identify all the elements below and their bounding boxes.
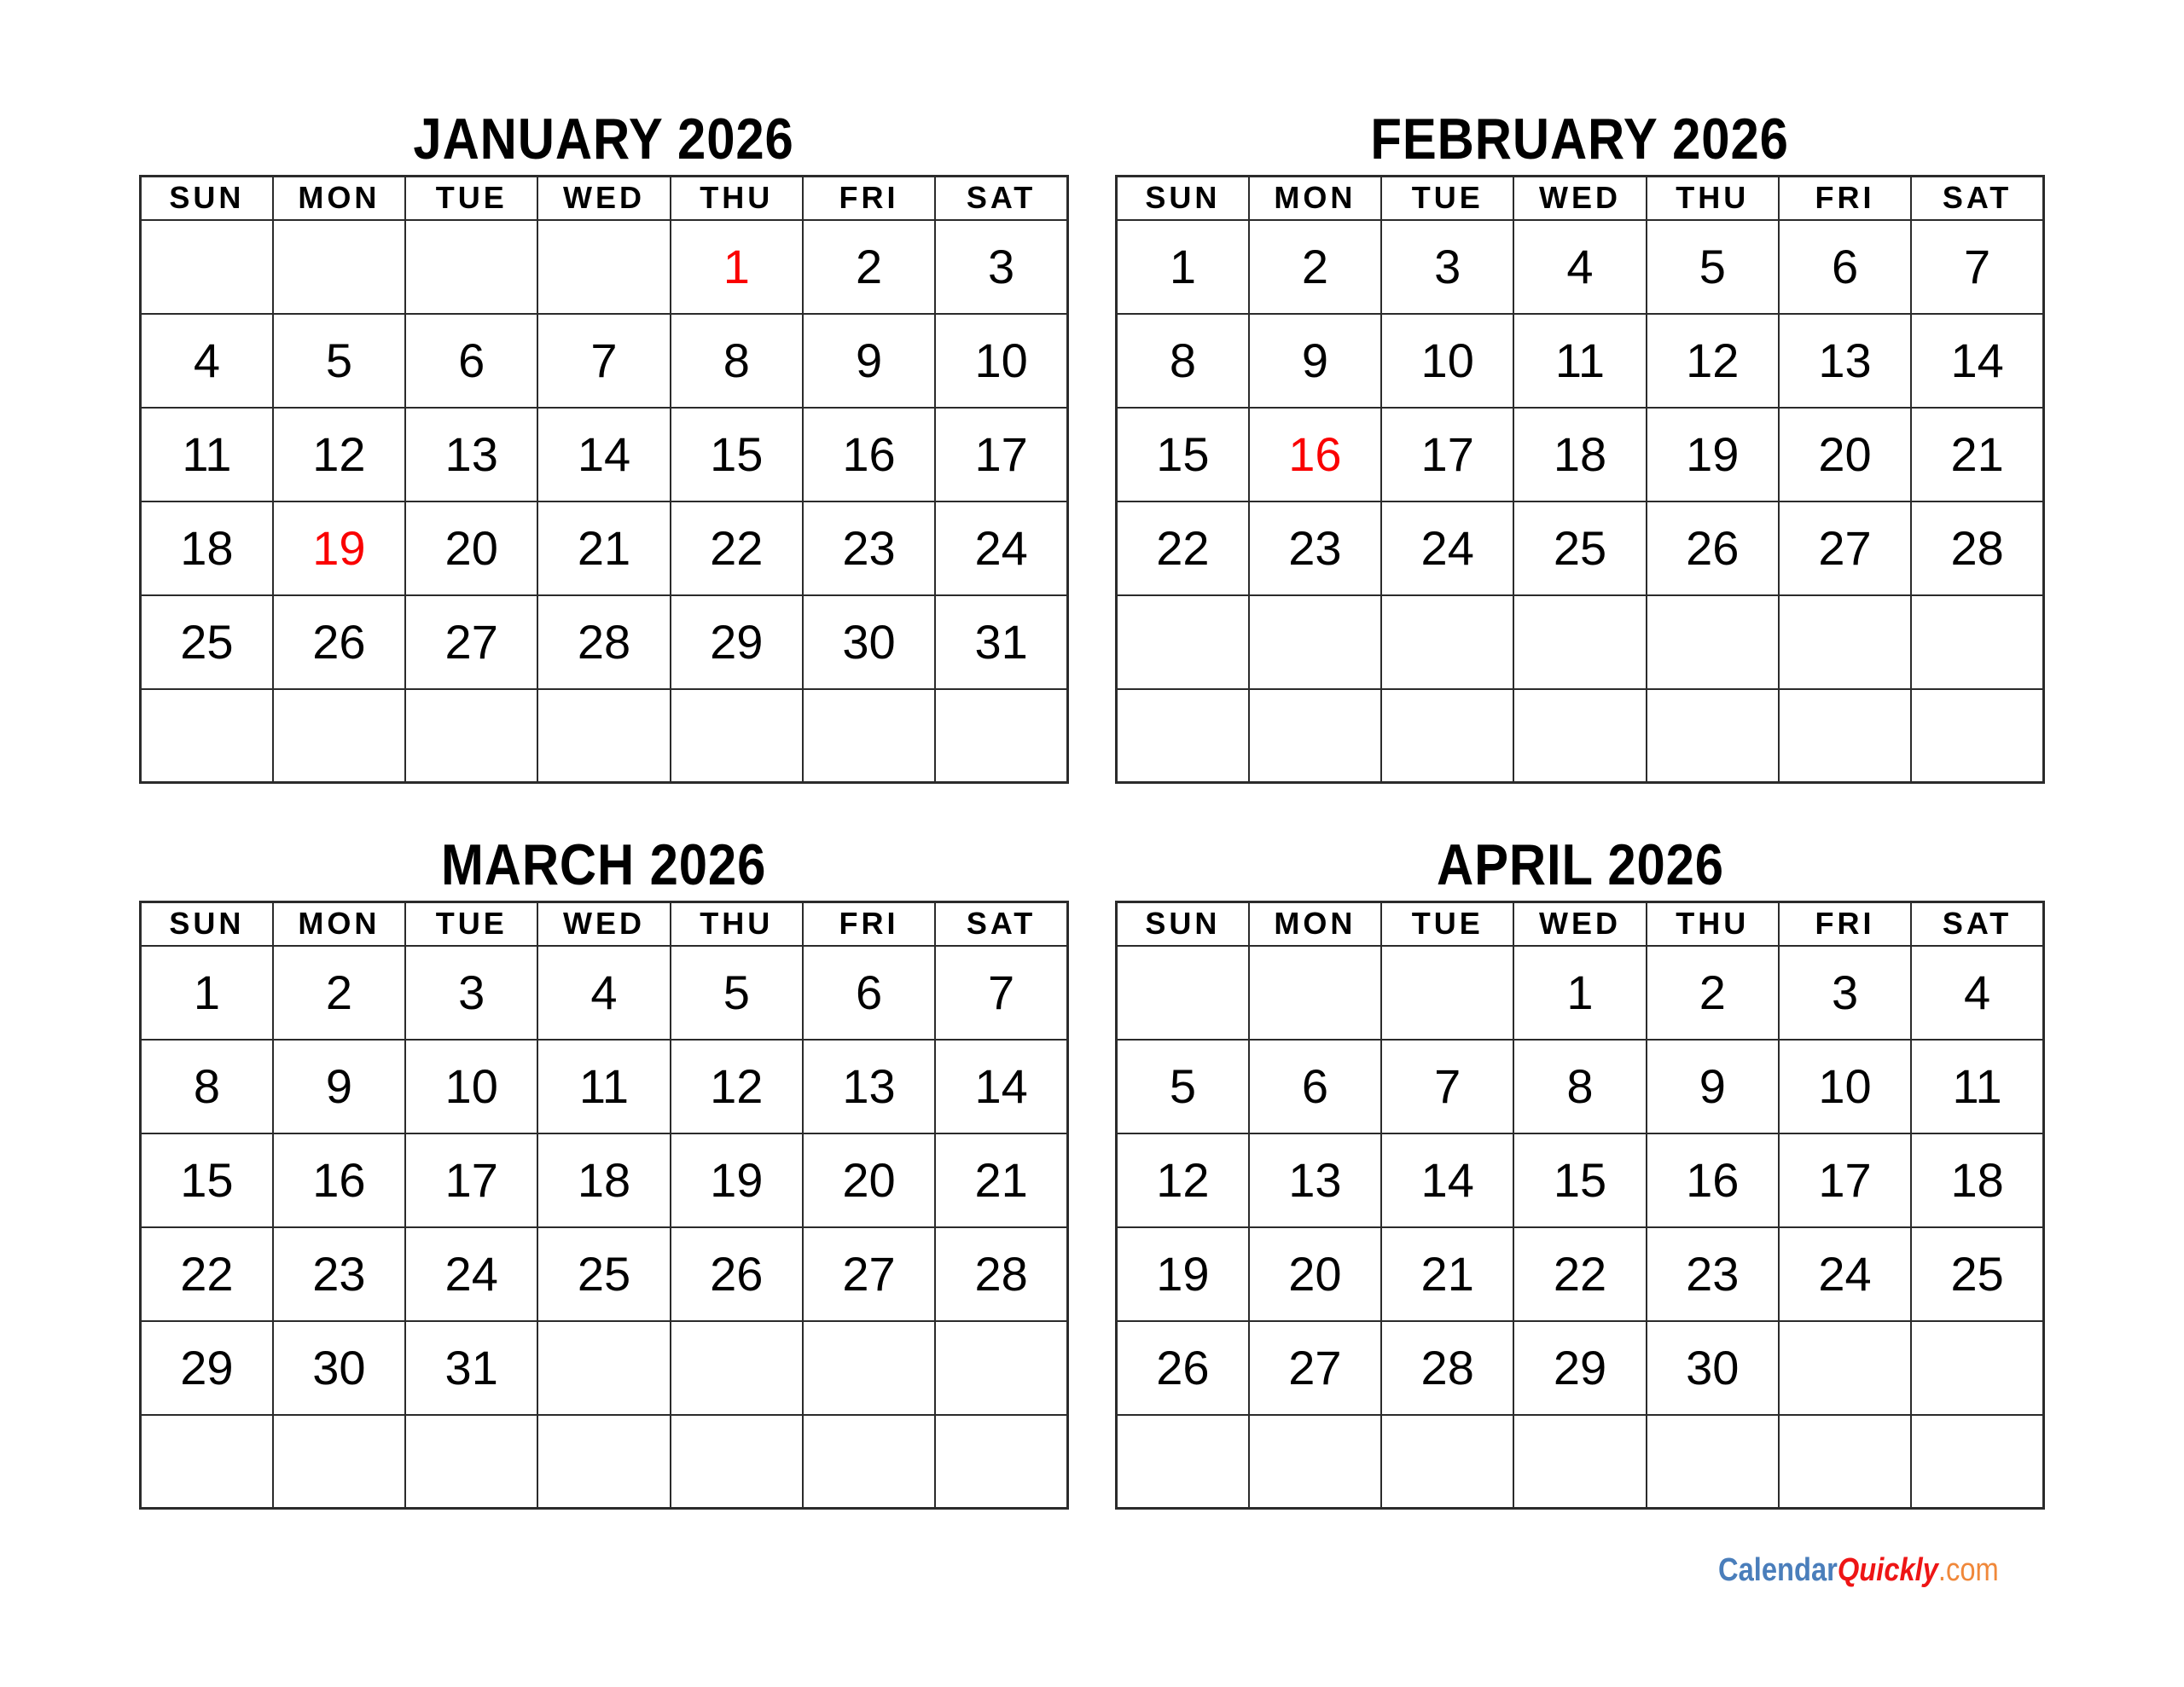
weekday-header-mon: MON <box>273 177 405 220</box>
month-title-text: MARCH 2026 <box>441 832 767 897</box>
date-cell-january-25: 25 <box>141 595 273 689</box>
date-cell-january-10: 10 <box>935 314 1067 408</box>
date-cell-february-1: 1 <box>1117 220 1249 314</box>
weekday-header-wed: WED <box>1513 902 1646 946</box>
date-cell-march-16: 16 <box>273 1133 405 1227</box>
weekday-header-sun: SUN <box>141 177 273 220</box>
date-cell-empty <box>1647 1415 1779 1509</box>
date-cell-april-26: 26 <box>1117 1321 1249 1415</box>
date-cell-march-24: 24 <box>405 1227 537 1321</box>
date-cell-march-25: 25 <box>537 1227 670 1321</box>
date-cell-january-31: 31 <box>935 595 1067 689</box>
date-cell-march-6: 6 <box>803 946 935 1040</box>
date-cell-february-23: 23 <box>1249 501 1381 595</box>
weekday-header-wed: WED <box>537 902 670 946</box>
weekday-header-tue: TUE <box>405 177 537 220</box>
calendar-table-head <box>1117 902 2044 946</box>
month-title <box>139 828 1069 901</box>
date-cell-empty <box>1117 689 1249 783</box>
date-cell-april-18: 18 <box>1911 1133 2043 1227</box>
month-block-january <box>139 102 1069 784</box>
calendar-table-body <box>141 220 1068 783</box>
date-cell-january-14: 14 <box>537 408 670 501</box>
date-cell-april-9: 9 <box>1647 1040 1779 1133</box>
week-row <box>141 689 1068 783</box>
date-cell-empty <box>1911 689 2043 783</box>
date-cell-january-11: 11 <box>141 408 273 501</box>
week-row <box>1117 408 2044 501</box>
date-cell-february-11: 11 <box>1513 314 1646 408</box>
date-cell-april-22: 22 <box>1513 1227 1646 1321</box>
site-logo <box>1718 1552 2044 1589</box>
date-cell-april-2: 2 <box>1647 946 1779 1040</box>
weekday-header-mon: MON <box>1249 902 1381 946</box>
date-cell-january-13: 13 <box>405 408 537 501</box>
date-cell-april-30: 30 <box>1647 1321 1779 1415</box>
month-title-text: JANUARY 2026 <box>413 106 795 171</box>
date-cell-empty <box>405 1415 537 1509</box>
date-cell-march-8: 8 <box>141 1040 273 1133</box>
date-cell-march-11: 11 <box>537 1040 670 1133</box>
date-cell-empty <box>1779 595 1911 689</box>
date-cell-january-30: 30 <box>803 595 935 689</box>
weekday-header-fri: FRI <box>803 177 935 220</box>
date-cell-february-5: 5 <box>1647 220 1779 314</box>
weekday-header-thu: THU <box>1647 902 1779 946</box>
date-cell-empty <box>671 689 803 783</box>
date-cell-april-23: 23 <box>1647 1227 1779 1321</box>
date-cell-empty <box>1249 689 1381 783</box>
calendar-table <box>139 901 1069 1510</box>
logo-text-calendar: Calendar <box>1718 1552 1838 1588</box>
calendar-table-head <box>141 177 1068 220</box>
date-cell-empty <box>1117 595 1249 689</box>
weekday-header-row <box>141 902 1068 946</box>
week-row <box>1117 1040 2044 1133</box>
date-cell-empty <box>405 689 537 783</box>
date-cell-empty <box>273 689 405 783</box>
date-cell-april-19: 19 <box>1117 1227 1249 1321</box>
date-cell-february-14: 14 <box>1911 314 2043 408</box>
week-row <box>1117 1321 2044 1415</box>
date-cell-empty <box>935 689 1067 783</box>
date-cell-april-13: 13 <box>1249 1133 1381 1227</box>
date-cell-february-16: 16 <box>1249 408 1381 501</box>
date-cell-january-4: 4 <box>141 314 273 408</box>
month-block-april <box>1115 828 2045 1510</box>
date-cell-february-20: 20 <box>1779 408 1911 501</box>
date-cell-march-15: 15 <box>141 1133 273 1227</box>
weekday-header-sun: SUN <box>1117 902 1249 946</box>
weekday-header-fri: FRI <box>803 902 935 946</box>
date-cell-april-1: 1 <box>1513 946 1646 1040</box>
weekday-header-fri: FRI <box>1779 177 1911 220</box>
logo-text-quickly: Quickly <box>1837 1552 1938 1588</box>
date-cell-march-18: 18 <box>537 1133 670 1227</box>
date-cell-empty <box>1911 1321 2043 1415</box>
date-cell-april-8: 8 <box>1513 1040 1646 1133</box>
date-cell-empty <box>1779 1415 1911 1509</box>
week-row <box>141 314 1068 408</box>
date-cell-february-8: 8 <box>1117 314 1249 408</box>
date-cell-march-26: 26 <box>671 1227 803 1321</box>
date-cell-january-9: 9 <box>803 314 935 408</box>
date-cell-march-4: 4 <box>537 946 670 1040</box>
date-cell-february-2: 2 <box>1249 220 1381 314</box>
date-cell-april-12: 12 <box>1117 1133 1249 1227</box>
date-cell-april-29: 29 <box>1513 1321 1646 1415</box>
date-cell-march-3: 3 <box>405 946 537 1040</box>
date-cell-february-13: 13 <box>1779 314 1911 408</box>
weekday-header-sat: SAT <box>1911 902 2043 946</box>
date-cell-march-20: 20 <box>803 1133 935 1227</box>
date-cell-april-7: 7 <box>1381 1040 1513 1133</box>
date-cell-empty <box>1381 689 1513 783</box>
weekday-header-row <box>1117 902 2044 946</box>
date-cell-empty <box>1381 1415 1513 1509</box>
date-cell-february-6: 6 <box>1779 220 1911 314</box>
weekday-header-thu: THU <box>1647 177 1779 220</box>
week-row <box>1117 689 2044 783</box>
date-cell-empty <box>935 1415 1067 1509</box>
date-cell-february-19: 19 <box>1647 408 1779 501</box>
date-cell-empty <box>537 1321 670 1415</box>
date-cell-empty <box>405 220 537 314</box>
date-cell-empty <box>935 1321 1067 1415</box>
date-cell-april-5: 5 <box>1117 1040 1249 1133</box>
date-cell-february-4: 4 <box>1513 220 1646 314</box>
date-cell-march-14: 14 <box>935 1040 1067 1133</box>
calendar-table <box>1115 901 2045 1510</box>
date-cell-february-28: 28 <box>1911 501 2043 595</box>
date-cell-january-23: 23 <box>803 501 935 595</box>
date-cell-march-17: 17 <box>405 1133 537 1227</box>
calendar-table-head <box>141 902 1068 946</box>
date-cell-february-12: 12 <box>1647 314 1779 408</box>
month-title-text: FEBRUARY 2026 <box>1370 106 1790 171</box>
week-row <box>141 595 1068 689</box>
date-cell-january-17: 17 <box>935 408 1067 501</box>
date-cell-empty <box>141 1415 273 1509</box>
calendar-table-body <box>141 946 1068 1509</box>
week-row <box>1117 946 2044 1040</box>
date-cell-empty <box>1381 946 1513 1040</box>
weekday-header-sun: SUN <box>1117 177 1249 220</box>
date-cell-april-15: 15 <box>1513 1133 1646 1227</box>
month-title <box>139 102 1069 175</box>
weekday-header-tue: TUE <box>1381 902 1513 946</box>
weekday-header-row <box>1117 177 2044 220</box>
weekday-header-tue: TUE <box>405 902 537 946</box>
date-cell-april-11: 11 <box>1911 1040 2043 1133</box>
calendar-table <box>139 175 1069 784</box>
date-cell-march-7: 7 <box>935 946 1067 1040</box>
weekday-header-fri: FRI <box>1779 902 1911 946</box>
date-cell-february-26: 26 <box>1647 501 1779 595</box>
date-cell-march-10: 10 <box>405 1040 537 1133</box>
date-cell-empty <box>1911 595 2043 689</box>
date-cell-january-6: 6 <box>405 314 537 408</box>
date-cell-empty <box>273 1415 405 1509</box>
week-row <box>141 1321 1068 1415</box>
date-cell-empty <box>1513 1415 1646 1509</box>
week-row <box>141 501 1068 595</box>
weekday-header-sat: SAT <box>1911 177 2043 220</box>
week-row <box>141 946 1068 1040</box>
date-cell-march-9: 9 <box>273 1040 405 1133</box>
weekday-header-wed: WED <box>537 177 670 220</box>
date-cell-february-17: 17 <box>1381 408 1513 501</box>
date-cell-march-2: 2 <box>273 946 405 1040</box>
date-cell-april-4: 4 <box>1911 946 2043 1040</box>
date-cell-empty <box>1911 1415 2043 1509</box>
date-cell-march-29: 29 <box>141 1321 273 1415</box>
date-cell-march-19: 19 <box>671 1133 803 1227</box>
date-cell-march-31: 31 <box>405 1321 537 1415</box>
date-cell-april-27: 27 <box>1249 1321 1381 1415</box>
date-cell-january-18: 18 <box>141 501 273 595</box>
date-cell-april-20: 20 <box>1249 1227 1381 1321</box>
date-cell-february-3: 3 <box>1381 220 1513 314</box>
date-cell-april-24: 24 <box>1779 1227 1911 1321</box>
weekday-header-sat: SAT <box>935 902 1067 946</box>
week-row <box>1117 220 2044 314</box>
date-cell-january-26: 26 <box>273 595 405 689</box>
date-cell-january-20: 20 <box>405 501 537 595</box>
date-cell-march-23: 23 <box>273 1227 405 1321</box>
date-cell-april-10: 10 <box>1779 1040 1911 1133</box>
month-title <box>1115 828 2045 901</box>
date-cell-january-15: 15 <box>671 408 803 501</box>
date-cell-april-17: 17 <box>1779 1133 1911 1227</box>
date-cell-february-22: 22 <box>1117 501 1249 595</box>
site-logo-text <box>1718 1552 1999 1589</box>
week-row <box>141 1227 1068 1321</box>
date-cell-empty <box>537 689 670 783</box>
date-cell-empty <box>1779 689 1911 783</box>
week-row <box>1117 501 2044 595</box>
calendar-table-head <box>1117 177 2044 220</box>
date-cell-january-1: 1 <box>671 220 803 314</box>
week-row <box>1117 1227 2044 1321</box>
date-cell-empty <box>141 689 273 783</box>
weekday-header-wed: WED <box>1513 177 1646 220</box>
date-cell-february-7: 7 <box>1911 220 2043 314</box>
week-row <box>141 220 1068 314</box>
date-cell-february-18: 18 <box>1513 408 1646 501</box>
date-cell-empty <box>1249 946 1381 1040</box>
weekday-header-mon: MON <box>1249 177 1381 220</box>
week-row <box>1117 314 2044 408</box>
week-row <box>1117 1133 2044 1227</box>
date-cell-empty <box>537 1415 670 1509</box>
date-cell-january-12: 12 <box>273 408 405 501</box>
date-cell-april-16: 16 <box>1647 1133 1779 1227</box>
date-cell-empty <box>803 1415 935 1509</box>
date-cell-empty <box>1117 946 1249 1040</box>
month-block-march <box>139 828 1069 1510</box>
weekday-header-thu: THU <box>671 902 803 946</box>
date-cell-empty <box>1249 1415 1381 1509</box>
date-cell-april-6: 6 <box>1249 1040 1381 1133</box>
date-cell-january-3: 3 <box>935 220 1067 314</box>
date-cell-april-28: 28 <box>1381 1321 1513 1415</box>
date-cell-march-22: 22 <box>141 1227 273 1321</box>
date-cell-empty <box>803 689 935 783</box>
month-title <box>1115 102 2045 175</box>
date-cell-january-16: 16 <box>803 408 935 501</box>
week-row <box>141 408 1068 501</box>
date-cell-march-1: 1 <box>141 946 273 1040</box>
date-cell-january-7: 7 <box>537 314 670 408</box>
date-cell-february-10: 10 <box>1381 314 1513 408</box>
date-cell-empty <box>537 220 670 314</box>
date-cell-april-14: 14 <box>1381 1133 1513 1227</box>
date-cell-empty <box>1647 595 1779 689</box>
date-cell-january-29: 29 <box>671 595 803 689</box>
date-cell-empty <box>803 1321 935 1415</box>
date-cell-april-3: 3 <box>1779 946 1911 1040</box>
date-cell-march-27: 27 <box>803 1227 935 1321</box>
date-cell-empty <box>1647 689 1779 783</box>
date-cell-january-21: 21 <box>537 501 670 595</box>
calendar-table-body <box>1117 220 2044 783</box>
date-cell-empty <box>1513 595 1646 689</box>
date-cell-february-27: 27 <box>1779 501 1911 595</box>
date-cell-january-28: 28 <box>537 595 670 689</box>
month-block-february <box>1115 102 2045 784</box>
weekday-header-tue: TUE <box>1381 177 1513 220</box>
date-cell-empty <box>1779 1321 1911 1415</box>
date-cell-empty <box>1249 595 1381 689</box>
date-cell-empty <box>671 1321 803 1415</box>
weekday-header-sat: SAT <box>935 177 1067 220</box>
date-cell-empty <box>141 220 273 314</box>
date-cell-february-9: 9 <box>1249 314 1381 408</box>
date-cell-march-5: 5 <box>671 946 803 1040</box>
date-cell-empty <box>1117 1415 1249 1509</box>
calendar-table <box>1115 175 2045 784</box>
date-cell-january-8: 8 <box>671 314 803 408</box>
date-cell-january-22: 22 <box>671 501 803 595</box>
date-cell-march-12: 12 <box>671 1040 803 1133</box>
date-cell-february-24: 24 <box>1381 501 1513 595</box>
week-row <box>1117 595 2044 689</box>
calendar-table-body <box>1117 946 2044 1509</box>
month-title-text: APRIL 2026 <box>1436 832 1724 897</box>
date-cell-empty <box>273 220 405 314</box>
date-cell-march-21: 21 <box>935 1133 1067 1227</box>
week-row <box>141 1040 1068 1133</box>
date-cell-february-21: 21 <box>1911 408 2043 501</box>
logo-text-com: .com <box>1937 1552 1999 1588</box>
date-cell-empty <box>671 1415 803 1509</box>
date-cell-april-25: 25 <box>1911 1227 2043 1321</box>
date-cell-empty <box>1513 689 1646 783</box>
date-cell-february-15: 15 <box>1117 408 1249 501</box>
date-cell-january-5: 5 <box>273 314 405 408</box>
week-row <box>141 1133 1068 1227</box>
week-row <box>141 1415 1068 1509</box>
weekday-header-row <box>141 177 1068 220</box>
date-cell-march-30: 30 <box>273 1321 405 1415</box>
date-cell-january-2: 2 <box>803 220 935 314</box>
date-cell-january-19: 19 <box>273 501 405 595</box>
date-cell-january-27: 27 <box>405 595 537 689</box>
date-cell-march-28: 28 <box>935 1227 1067 1321</box>
week-row <box>1117 1415 2044 1509</box>
weekday-header-sun: SUN <box>141 902 273 946</box>
weekday-header-mon: MON <box>273 902 405 946</box>
date-cell-empty <box>1381 595 1513 689</box>
date-cell-april-21: 21 <box>1381 1227 1513 1321</box>
date-cell-march-13: 13 <box>803 1040 935 1133</box>
date-cell-february-25: 25 <box>1513 501 1646 595</box>
weekday-header-thu: THU <box>671 177 803 220</box>
date-cell-january-24: 24 <box>935 501 1067 595</box>
